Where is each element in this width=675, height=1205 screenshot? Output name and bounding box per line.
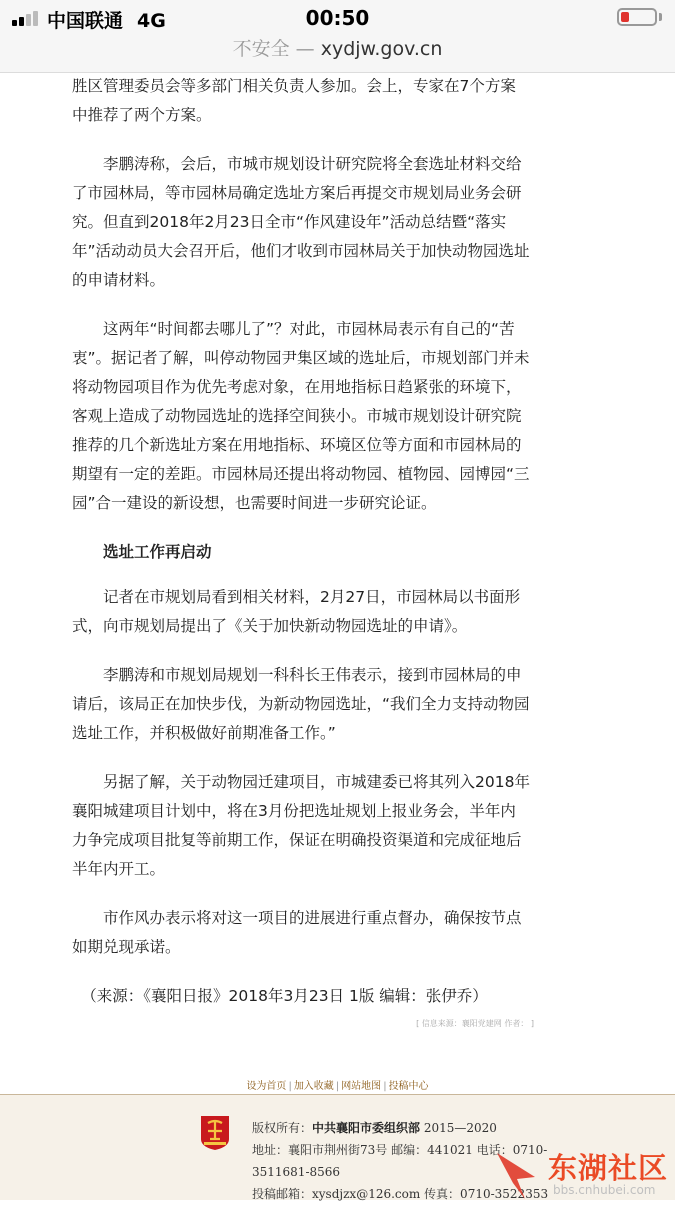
article-paragraph: 市作风办表示将对这一项目的进展进行重点督办，确保按节点如期兑现承诺。 [72,909,522,956]
article-paragraph: 李鹏涛称，会后，市城市规划设计研究院将全套选址材料交给了市园林局，等市园林局确定选址方案后再提交市规划局业务会研究。但直到2018年2月23日全市“作风建设年”活动总结暨“落实年”活动动员大会召开后，他们才收到市园林局关于加快动物园选址的申请材料。 [72,155,530,289]
article-paragraph: 这两年“时间都去哪儿了”？对此，市园林局表示有自己的“苦衷”。据记者了解，叫停动物园尹集区域的选址后，市规划部门并未将动物园项目作为优先考虑对象，在用地指标日趋紧张的环境下，客观上造成了动物园选址的选择空间狭小。市城市规划设计研究院推荐的几个新选址方案在用地指标、环境区位等方面和市园林局的期望有一定的差距。市园林局还提出将动物园、植物园、园博园“三园”合一建设的新设想，也需要时间进一步研究论证。 [72,320,530,512]
article-paragraph: 李鹏涛和市规划局规划一科科长王伟表示，接到市园林局的申请后，该局正在加快步伐，为新动物园选址，“我们全力支持动物园选址工作，并积极做好前期准备工作。” [72,666,530,742]
article-body [72,72,530,1031]
footer-link-submit[interactable]: 投稿中心 [388,1081,429,1092]
status-bar [0,0,675,36]
security-label: 不安全 [232,38,290,60]
info-source-line: [ 信息来源：襄阳党建网 作者： ] [416,1019,534,1028]
article-paragraph: 胜区管理委员会等多部门相关负责人参加。会上，专家在7个方案中推荐了两个方案。 [72,77,516,124]
footer-copyright: 版权所有：中共襄阳市委组织部 2015—2020 [252,1121,497,1135]
footer-links: 设为首页 | 加入收藏 | 网站地图 | 投稿中心 [246,1081,429,1092]
battery-icon [617,8,657,26]
url-separator: — [289,38,321,60]
article-paragraph: 另据了解，关于动物园迁建项目，市城建委已将其列入2018年襄阳城建项目计划中，将在3月份把选址规划上报业务会，半年内力争完成项目批复等前期工作，保证在明确投资渠道和完成征地后半年内开工。 [72,773,530,878]
battery-tip [659,13,662,21]
footer-link-home[interactable]: 设为首页 [246,1081,287,1092]
footer-link-bookmark[interactable]: 加入收藏 [293,1081,334,1092]
network-type: 4G [137,10,166,32]
article-source: （来源：《襄阳日报》2018年3月23日 1版 编辑：张伊乔） [81,987,488,1005]
article-paragraph: 记者在市规划局看到相关材料，2月27日，市园林局以书面形式，向市规划局提出了《关于加快新动物园选址的申请》。 [72,588,521,635]
footer-email: 投稿邮箱：xysdjzx@126.com 传真：0710-3522353 [252,1187,549,1201]
footer-address: 地址：襄阳市荆州街73号 邮编：441021 电话：0710-3511681-8566 [252,1143,548,1179]
footer-link-sitemap[interactable]: 网站地图 [341,1081,382,1092]
address-bar[interactable] [0,36,675,73]
article-subheading: 选址工作再启动 [103,543,212,561]
carrier-label: 中国联通 4G [47,10,166,32]
party-emblem-icon [198,1113,232,1151]
watermark-text: 东湖社区 [548,1151,669,1185]
url-domain: xydjw.gov.cn [320,38,443,60]
watermark-url: bbs.cnhubei.com [553,1183,656,1197]
status-clock: 00:50 [305,6,370,30]
